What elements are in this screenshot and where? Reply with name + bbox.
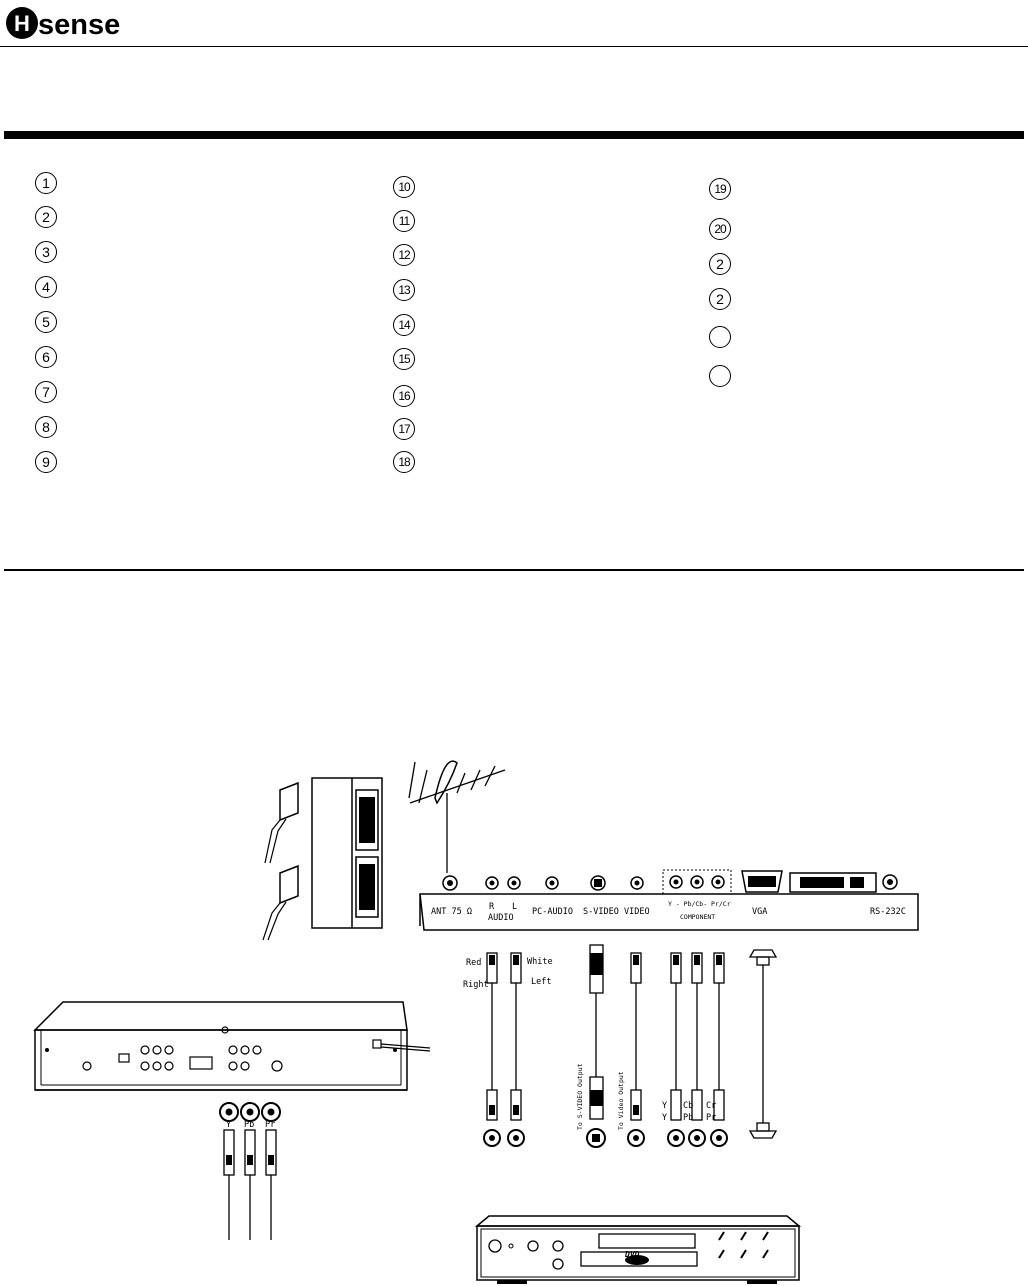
label-receiver-pr: Pr [265,1120,276,1130]
cable-bundle [470,945,800,1150]
label-receiver-y: Y [226,1120,232,1130]
component-cables [668,953,727,1146]
callout-number: 8 [35,416,57,438]
hisense-logo [4,4,164,44]
label-y2: Y [662,1113,668,1123]
scart-panel-diagram [250,775,390,945]
label-left: Left [531,977,552,987]
logo-letter: H [14,11,30,36]
antenna-icon [405,758,515,878]
scart-plug-2 [263,866,298,940]
callout-number: 2 [709,253,731,275]
callout-number: 1 [35,172,57,194]
label-pb: Pb [683,1113,694,1123]
callout-number: 17 [393,418,415,440]
label-right: Right [463,980,489,990]
callout-number: 2 [709,288,731,310]
label-pc-audio: PC-AUDIO [532,907,573,917]
callout-number: 11 [393,210,415,232]
label-receiver-pb: Pb [244,1120,255,1130]
callout-number: 10 [393,176,415,198]
label-white: White [527,957,553,967]
callout-number: 5 [35,311,57,333]
label-component: COMPONENT [680,913,716,921]
callout-number: 7 [35,381,57,403]
header-rule [0,46,1028,47]
label-video: VIDEO [624,907,650,917]
label-ant: ANT 75 Ω [431,907,472,917]
label-audio: AUDIO [488,913,514,923]
label-cb: Cb [683,1101,694,1111]
logo-text: sense [38,9,121,41]
dvd-player [477,1214,802,1284]
dvd-label: DVD [625,1250,640,1259]
label-audio-l: L [512,902,518,912]
receiver-rear-panel [35,1000,435,1095]
scart-plug-1 [265,783,298,863]
label-audio-r: R [489,902,495,912]
callout-number: 14 [393,314,415,336]
callout-number: 3 [35,241,57,263]
callout-number: 15 [393,348,415,370]
audio-cable-left [508,953,524,1146]
callout-number: 18 [393,451,415,473]
label-vga: VGA [752,907,768,917]
callout-number: 16 [393,385,415,407]
section-rule-thick [4,131,1024,139]
label-to-video-output: To Video Output [617,1071,625,1130]
section-rule-bottom [4,569,1024,571]
vga-cable [750,950,776,1138]
label-y1: Y [662,1101,668,1111]
label-to-svideo-output: To S-VIDEO Output [576,1063,584,1130]
callout-number: 9 [35,451,57,473]
video-cable [628,953,644,1146]
svideo-cable [587,945,605,1147]
label-cr: Cr [706,1101,717,1111]
callout-number: 13 [393,279,415,301]
callout-number: 12 [393,244,415,266]
callout-number: 6 [35,346,57,368]
label-pr: Pr [706,1113,717,1123]
label-component-signals: Y - Pb/Cb- Pr/Cr [668,900,731,908]
label-rs232c: RS-232C [870,907,906,917]
callout-number: 2 [35,206,57,228]
callout-number [709,365,731,387]
callout-number: 20 [709,218,731,240]
label-red: Red [466,958,482,968]
callout-number: 4 [35,276,57,298]
label-s-video: S-VIDEO [583,907,619,917]
callout-number: 19 [709,178,731,200]
callout-number [709,326,731,348]
